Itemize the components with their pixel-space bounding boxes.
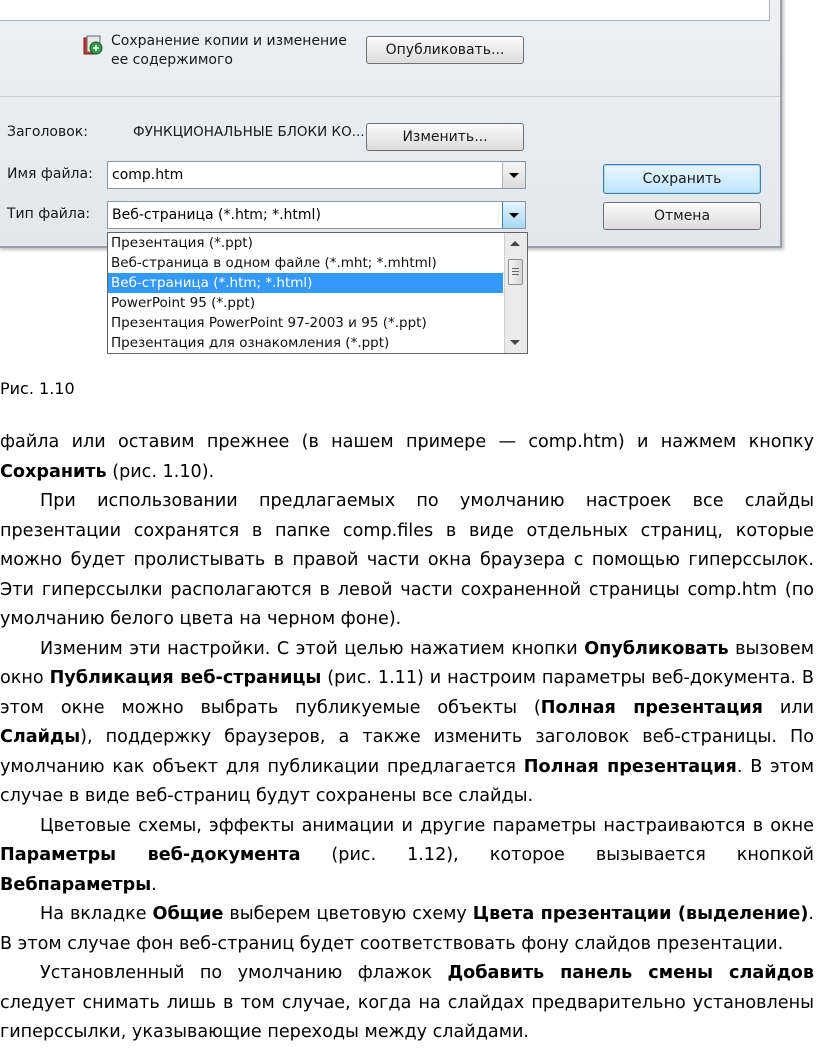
scrollbar-thumb[interactable] [508, 259, 523, 285]
chevron-down-icon [509, 173, 519, 178]
bold-term: Цвета презентации (выделение) [472, 904, 809, 924]
paragraph [0, 428, 814, 487]
dropdown-option[interactable]: Веб-страница (*.htm; *.html) [108, 273, 503, 293]
grip-line [512, 274, 519, 275]
text-run: Изменим эти настройки. С этой целью нажатием кнопки [40, 638, 585, 659]
separator [0, 96, 780, 97]
text-run: Установленный по умолчанию флажок [40, 963, 448, 983]
text-run: (рис. 1.10). [106, 461, 215, 482]
scroll-down-icon[interactable] [510, 340, 520, 345]
paragraph [0, 900, 814, 959]
text-run: выберем цветовую схему [223, 904, 473, 924]
filename-value: comp.htm [112, 167, 184, 183]
title-label: Заголовок: [7, 124, 88, 140]
filetype-dropdown-button[interactable] [502, 202, 525, 228]
grip-line [512, 268, 519, 269]
text-run: . [151, 874, 157, 895]
bold-term: Общие [152, 904, 224, 924]
text-run: файла или оставим прежнее (в нашем примере — comp.htm) и нажмем кнопку [0, 432, 814, 452]
filename-label: Имя файла: [7, 166, 93, 182]
bold-term: Вебпараметры [0, 874, 152, 895]
publish-icon [82, 34, 104, 56]
text-run: ), поддержку браузеров, а также изменить заголовок веб-страницы. По умолчанию как объект для публикации предлагается [0, 727, 814, 777]
filetype-select[interactable] [107, 201, 526, 229]
filetype-dropdown-list [107, 232, 528, 354]
paragraph [0, 959, 814, 1048]
text-run: . В этом случае в виде веб-страниц будут сохранены все слайды. [0, 756, 814, 806]
filename-dropdown-button[interactable] [502, 162, 525, 188]
text-run: (рис. 1.11) и настроим параметры веб-документа. В этом окне можно выбрать публикуемые объекты ( [0, 668, 814, 718]
text-run: На вкладке [40, 904, 153, 924]
text-run: Цветовые схемы, эффекты анимации и другие параметры настраиваются в окне [40, 815, 814, 836]
paragraph [0, 812, 814, 901]
dropdown-scrollbar[interactable] [504, 233, 527, 353]
save-as-dialog [0, 0, 782, 248]
bold-term: Полная презентация [540, 697, 763, 718]
dropdown-option[interactable]: Презентация (*.ppt) [111, 235, 253, 251]
text-run: вызовем окно [0, 638, 814, 688]
filetype-value: Веб-страница (*.htm; *.html) [112, 207, 321, 223]
text-run: или [762, 697, 814, 718]
bold-term: Полная презентация [523, 756, 737, 777]
dropdown-option[interactable]: Презентация для ознакомления (*.ppt) [111, 335, 390, 351]
save-button[interactable]: Сохранить [603, 164, 761, 194]
bold-term: Параметры веб-документа [0, 845, 301, 865]
bold-term: Добавить панель смены слайдов [447, 963, 814, 983]
bold-term: Слайды [0, 727, 81, 747]
paragraph [0, 635, 814, 812]
text-run: (рис. 1.12), которое вызывается кнопкой [300, 845, 814, 865]
grip-line [512, 271, 519, 272]
figure-caption: Рис. 1.10 [0, 379, 75, 398]
publish-description: Сохранение копии и изменение ее содержимого [111, 33, 347, 68]
change-title-button[interactable]: Изменить... [366, 123, 524, 151]
bold-term: Сохранить [0, 461, 107, 482]
scroll-up-icon[interactable] [510, 241, 520, 246]
publish-button[interactable]: Опубликовать... [366, 36, 524, 64]
paragraph: При использовании предлагаемых по умолчанию настроек все слайды презентации сохранятся в папке comp.files в виде отдельных страниц, которые можно будет пролистывать в правой части окна браузера с помощью гиперссылок. Эти гиперссылки располагаются в левой части сохраненной страницы comp.htm (по умолчанию белого цвета на черном фоне). [0, 491, 814, 629]
text-run: следует снимать лишь в том случае, когда на слайдах предварительно установлены гиперссылки, указывающие переходы между слайдами. [0, 992, 814, 1042]
title-value: ФУНКЦИОНАЛЬНЫЕ БЛОКИ КО... [133, 124, 365, 140]
dropdown-option[interactable]: Презентация PowerPoint 97-2003 и 95 (*.ppt) [111, 315, 427, 331]
filetype-label: Тип файла: [7, 206, 91, 222]
dropdown-option[interactable]: PowerPoint 95 (*.ppt) [111, 295, 256, 311]
cancel-button[interactable]: Отмена [603, 202, 761, 230]
body-text [0, 428, 814, 1048]
chevron-down-icon [509, 213, 519, 218]
dropdown-option[interactable]: Веб-страница в одном файле (*.mht; *.mhtml) [111, 255, 437, 271]
preview-area [0, 0, 770, 21]
filename-field[interactable] [107, 161, 526, 189]
bold-term: Опубликовать [584, 638, 729, 659]
text-run: . В этом случае фон веб-страниц будет соответствовать фону слайдов презентации. [0, 904, 815, 954]
bold-term: Публикация веб-страницы [49, 668, 322, 688]
figure-screenshot [0, 0, 816, 360]
